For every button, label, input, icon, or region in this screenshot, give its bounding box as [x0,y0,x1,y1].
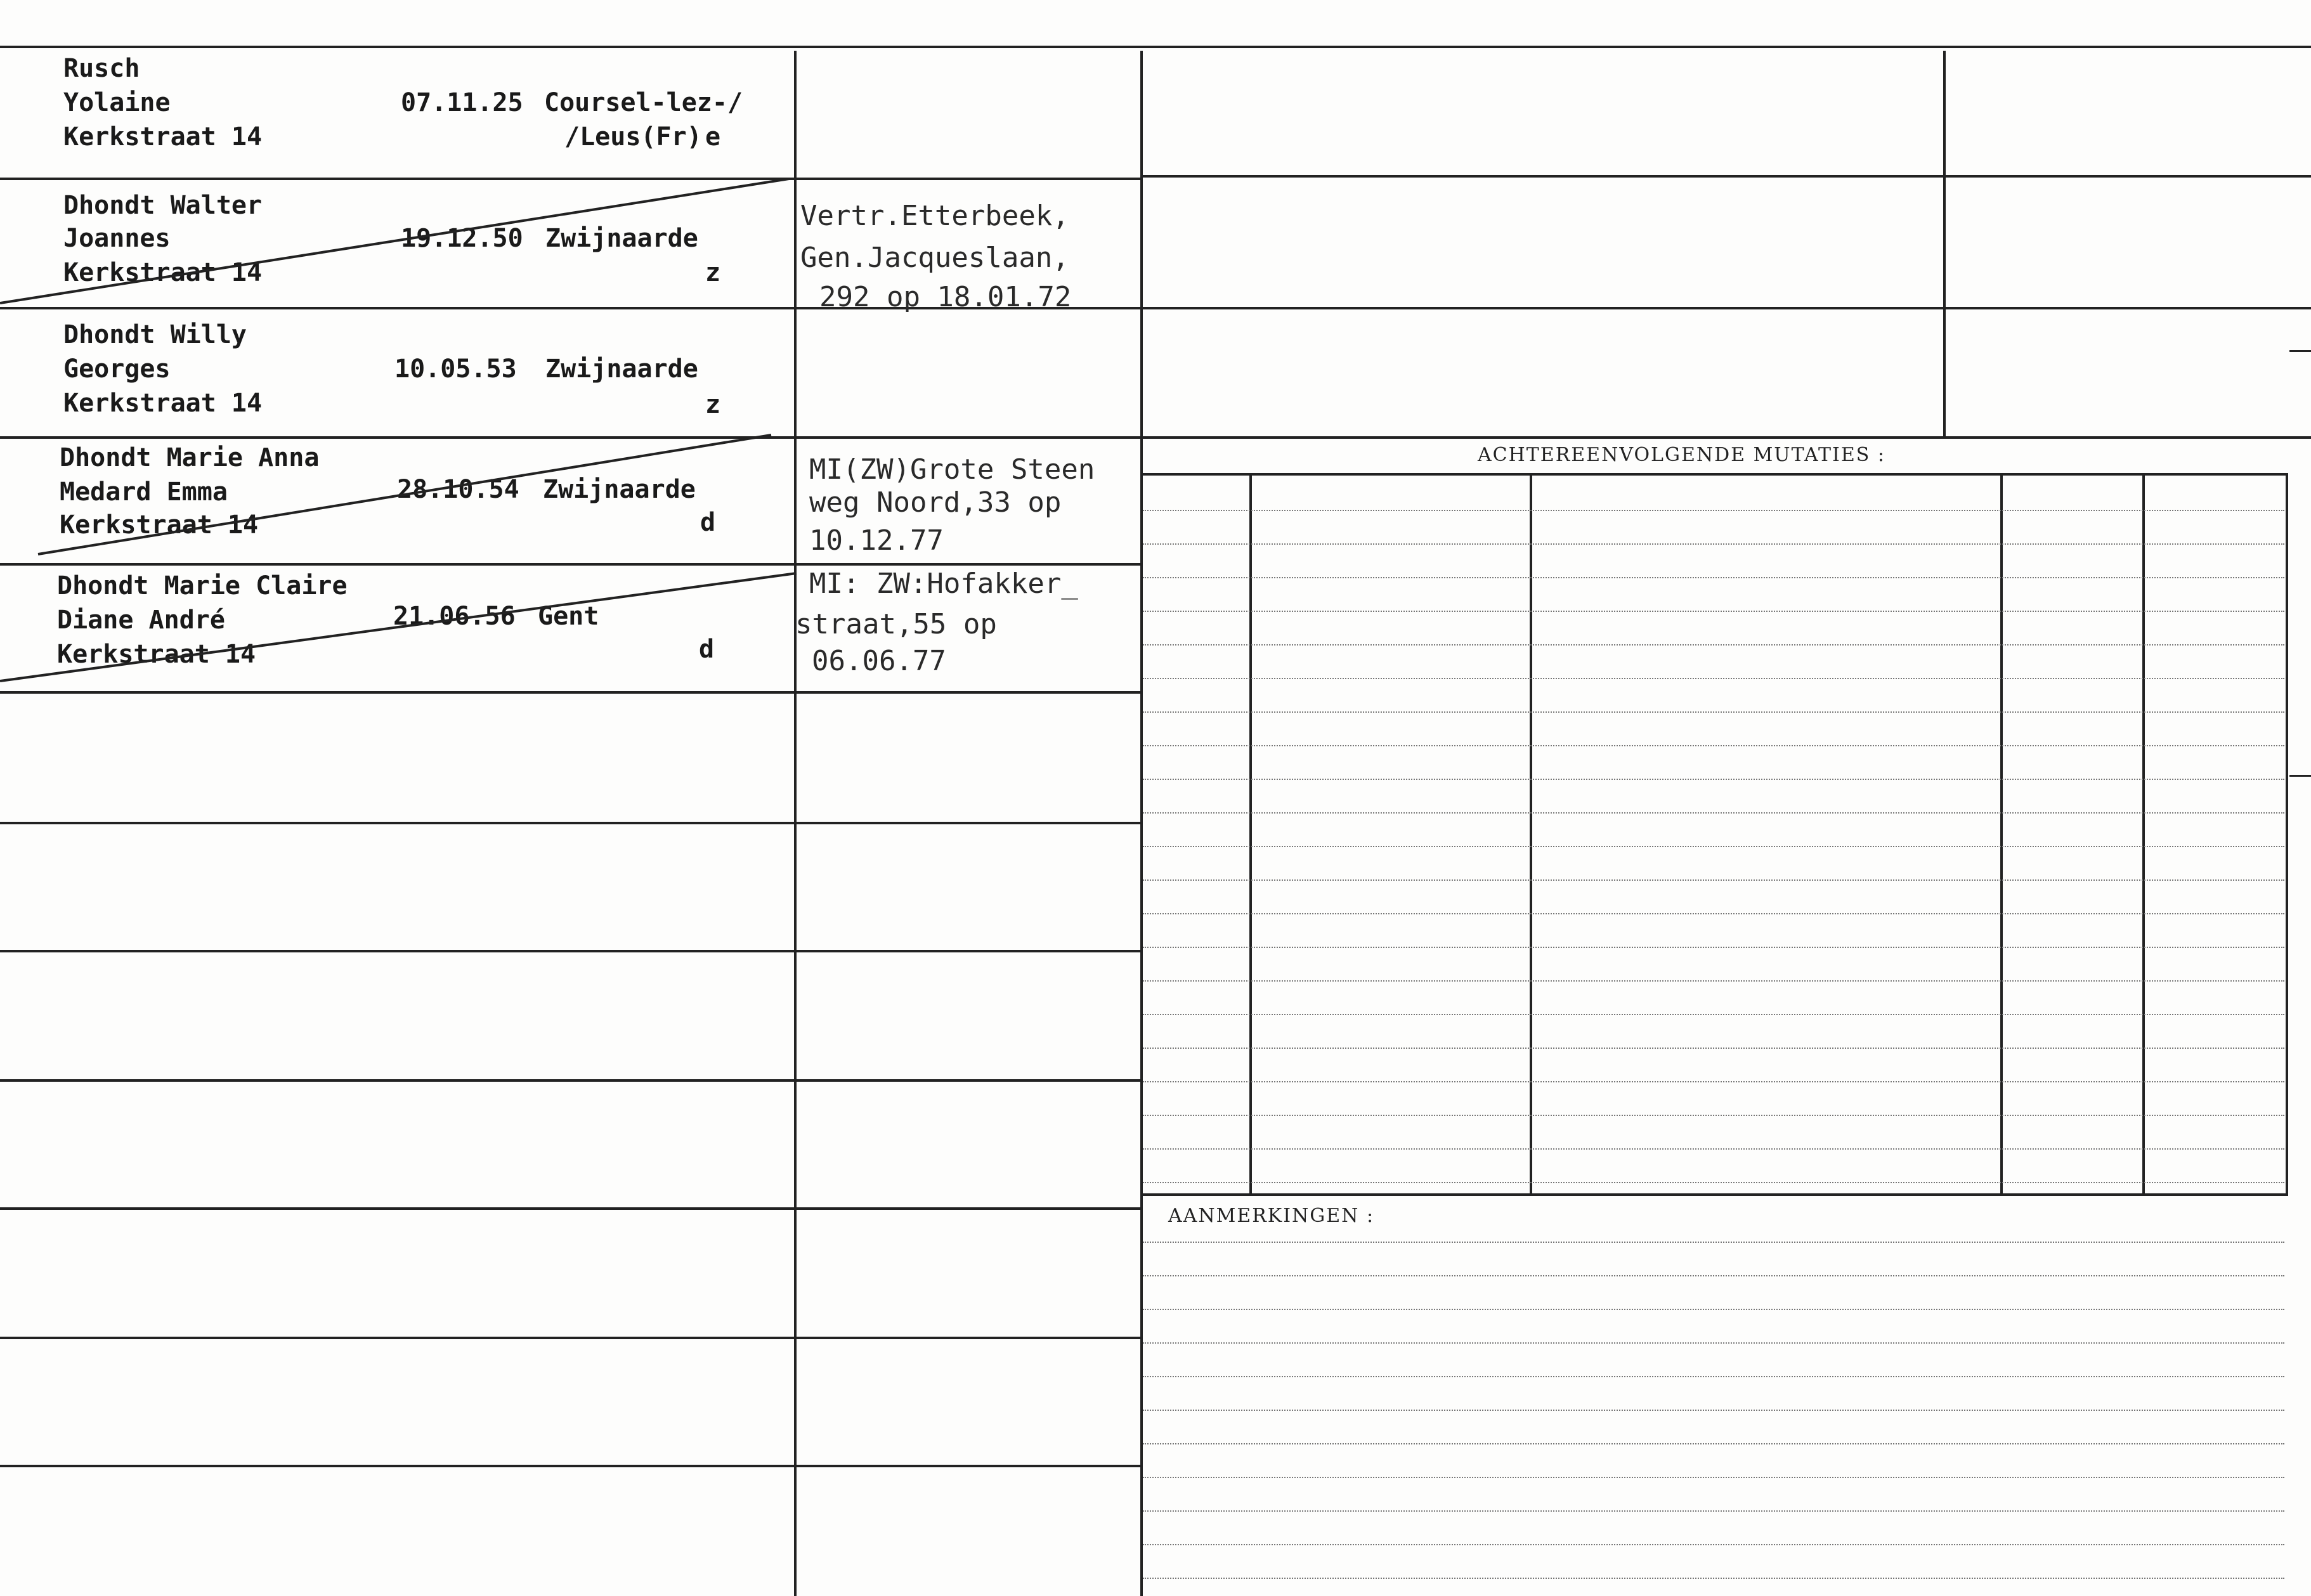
person-birth-date: 10.05.53 [394,354,517,384]
person-given-names: Diane André [57,606,225,635]
mutations-header: ACHTEREENVOLGENDE MUTATIES : [1478,444,1885,466]
person-surname: Dhondt Willy [63,320,247,349]
person-code: e [705,122,721,152]
person-code: z [705,390,721,419]
mutation-note-line: weg Noord,33 op [809,486,1062,519]
person-birth-place: Zwijnaarde [545,354,698,384]
strike-line [0,573,797,681]
person-given-names: Joannes [63,224,171,253]
person-code: d [699,635,715,664]
person-code: z [705,258,721,287]
strike-line [38,435,771,554]
person-given-names: Medard Emma [60,477,228,507]
mutation-note-line: straat,55 op [795,608,997,640]
person-code: d [700,508,716,537]
person-birth-place-cont: /Leus(Fr) [564,122,702,152]
mutation-note-line: Vertr.Etterbeek, [800,200,1069,232]
person-surname: Dhondt Walter [63,191,263,220]
person-surname: Dhondt Marie Claire [57,571,348,600]
mutation-note-line: MI(ZW)Grote Steen [809,453,1095,486]
person-birth-date: 07.11.25 [401,88,523,117]
mutation-note-line: 06.06.77 [812,645,946,677]
mutation-note-line: MI: ZW:Hofakker_ [809,568,1078,600]
mutation-note-line: Gen.Jacqueslaan, [800,242,1069,274]
person-address: Kerkstraat 14 [60,510,259,540]
person-address: Kerkstraat 14 [57,640,256,669]
person-birth-date: 19.12.50 [401,224,523,253]
person-address: Kerkstraat 14 [63,258,263,287]
person-given-names: Yolaine [63,88,171,117]
person-address: Kerkstraat 14 [63,389,263,418]
person-given-names: Georges [63,354,171,384]
strike-line [0,179,789,303]
person-birth-place: Zwijnaarde [543,475,696,504]
remarks-header: AANMERKINGEN : [1168,1205,1375,1227]
person-birth-place: Zwijnaarde [545,224,698,253]
mutation-note-line: 292 op 18.01.72 [819,281,1072,313]
person-address: Kerkstraat 14 [63,122,263,152]
person-birth-date: 28.10.54 [397,475,519,504]
person-birth-place: Coursel-lez-/ [544,88,743,117]
person-birth-date: 21.06.56 [393,602,516,631]
mutation-note-line: 10.12.77 [809,524,944,557]
person-surname: Dhondt Marie Anna [60,443,320,472]
person-surname: Rusch [63,54,140,83]
person-birth-place: Gent [538,602,599,631]
